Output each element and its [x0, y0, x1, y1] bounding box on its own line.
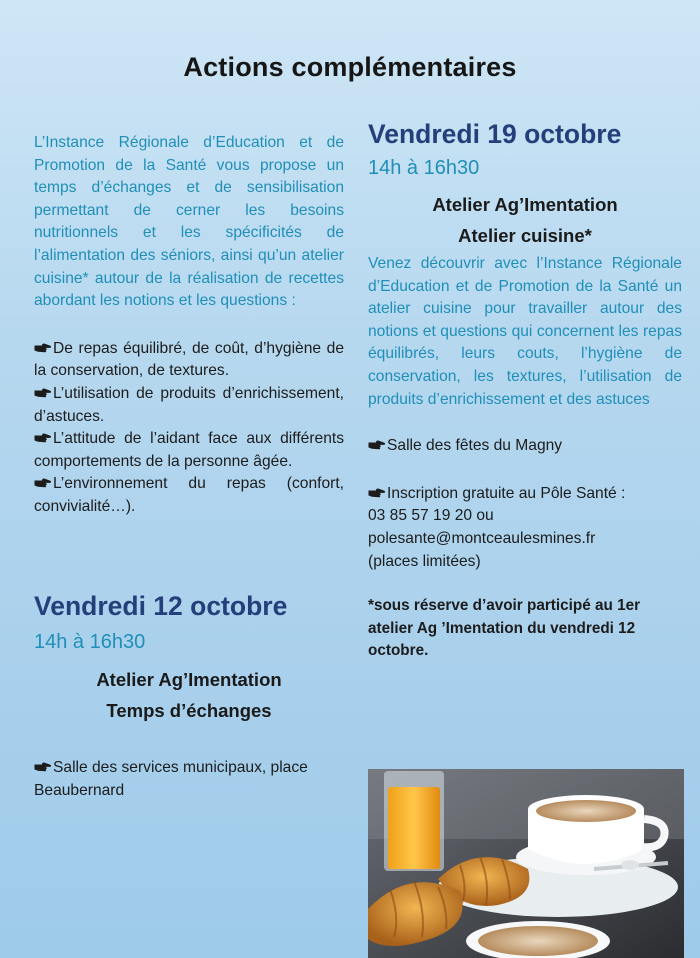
breakfast-photo [368, 769, 684, 958]
pointing-hand-icon [368, 487, 386, 498]
event-oct12 [34, 590, 344, 818]
event-date-title: Vendredi 19 octobre [368, 119, 622, 149]
page-title: Actions complémentaires [183, 52, 517, 82]
list-item: L’attitude de l’aidant face aux différents comportements de la personne âgée. [34, 430, 344, 470]
event-location: Salle des fêtes du Magny [368, 435, 682, 458]
workshop-name: Atelier Ag’Imentation [432, 194, 618, 215]
pointing-hand-icon [34, 477, 52, 488]
pointing-hand-icon [34, 761, 52, 772]
intro-paragraph: L’Instance Régionale d’Education et de Promotion de la Santé vous propose un temps d’échanges et de sensibilisation permettant de cerner les besoins nutritionnels et les spécificités de l’alimentation des séniors, ainsi qu’un atelier cuisine* autour de la réalisation de recettes abordant les notions et les questions : [34, 134, 344, 310]
event-description: Venez découvrir avec l’Instance Régionale d’Education et de Promotion de la Santé un atelier cuisine pour travailler autour des notions et questions qui concernent les repas équilibrés, leurs couts, l’hygiène de conservation, les textures, l’utilisation de produits d’enrichissement et des astuces [368, 255, 682, 408]
pointing-hand-icon [34, 342, 52, 353]
pointing-hand-icon [34, 387, 52, 398]
event-time: 14h à 16h30 [34, 631, 146, 653]
pointing-hand-icon [368, 439, 386, 450]
workshop-subtitle: Atelier cuisine* [458, 225, 592, 246]
event-location: Salle des services municipaux, place Beaubernard [34, 759, 308, 799]
pointing-hand-icon [34, 432, 52, 443]
registration-block [368, 483, 682, 573]
event-date-title: Vendredi 12 octobre [34, 591, 288, 621]
list-item: De repas équilibré, de coût, d’hygiène de la conservation, de textures. [34, 339, 344, 380]
footnote: *sous réserve d’avoir participé au 1er atelier Ag ’Imentation du vendredi 12 octobre. [368, 597, 641, 660]
phone-number: 03 85 57 19 20 ou [368, 507, 494, 525]
event-oct19 [368, 118, 682, 678]
email-address: polesante@montceaulesmines.fr [368, 529, 596, 547]
list-item: L’utilisation de produits d’enrichissement, d’astuces. [34, 384, 344, 425]
topics-list [34, 338, 344, 519]
left-column [34, 132, 344, 519]
workshop-subtitle: Temps d’échanges [106, 700, 272, 721]
event-time: 14h à 16h30 [368, 157, 480, 179]
places-limited: (places limitées) [368, 552, 481, 570]
registration-label: Inscription gratuite au Pôle Santé : [368, 483, 682, 506]
list-item: L’environnement du repas (confort, convivialité…). [34, 475, 344, 515]
workshop-name: Atelier Ag’Imentation [96, 669, 282, 690]
